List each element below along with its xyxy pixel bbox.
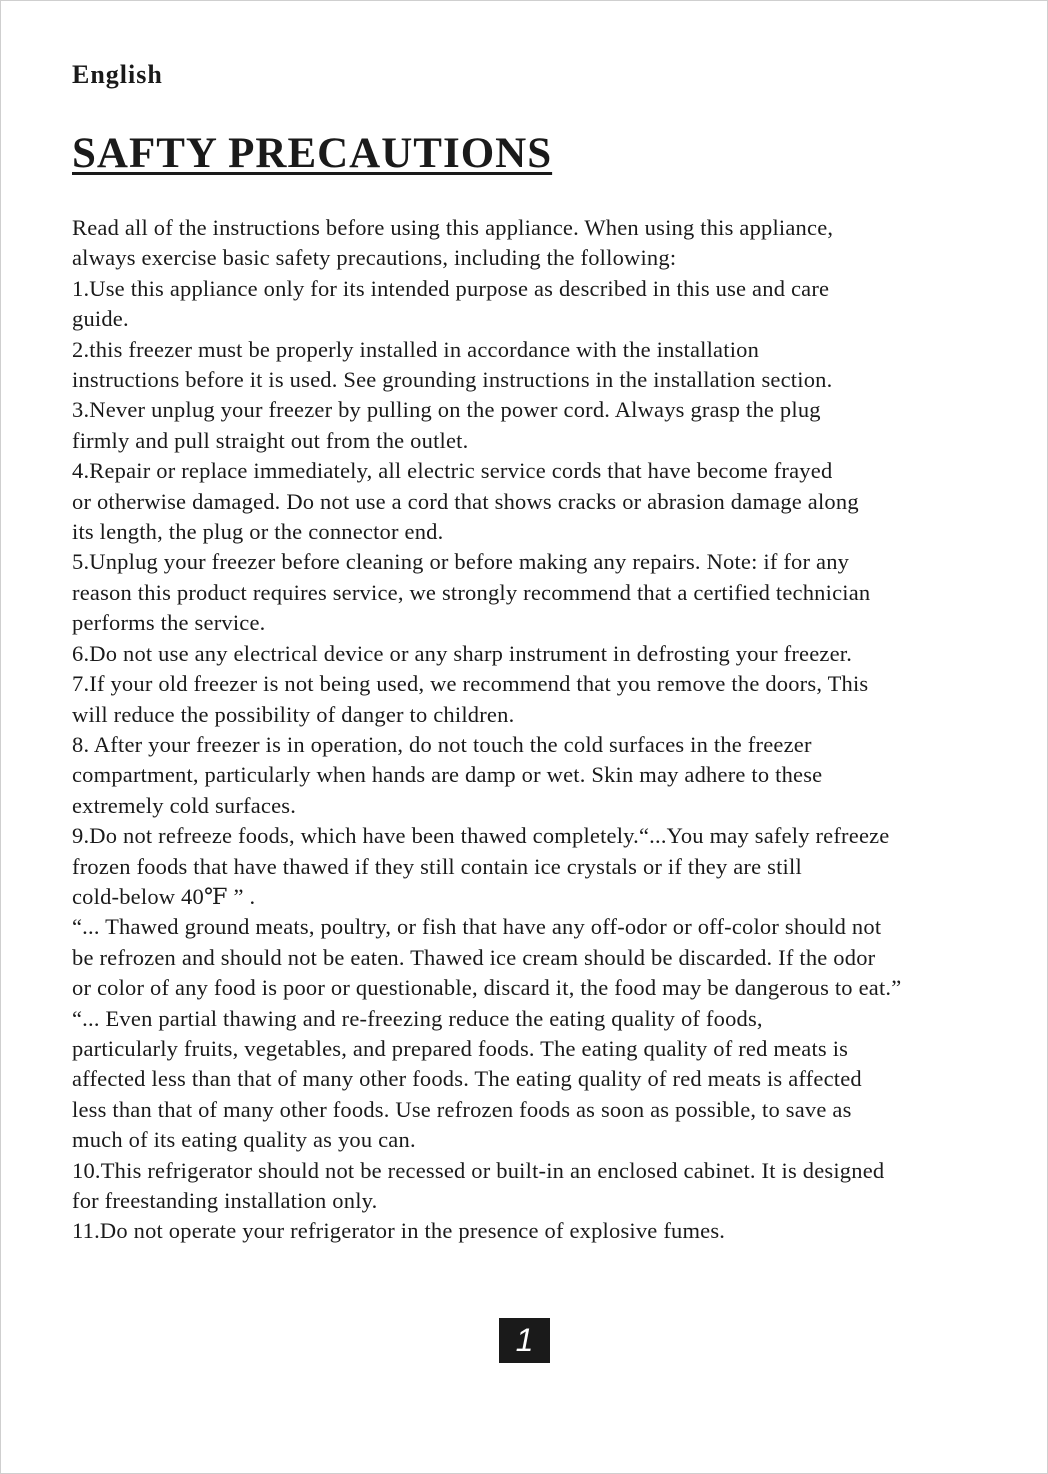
text-line: reason this product requires service, we strongly recommend that a certified technician — [72, 579, 871, 605]
text-line: 2.this freezer must be properly installed in accordance with the installation — [72, 336, 760, 362]
text-line: 5.Unplug your freezer before cleaning or before making any repairs. Note: if for any — [72, 549, 850, 575]
text-line: 9.Do not refreeze foods, which have been thawed completely.“...You may safely refreeze — [72, 823, 890, 849]
text-line: Read all of the instructions before using this appliance. When using this appliance, — [72, 215, 834, 240]
text-line: or color of any food is poor or questionable, discard it, the food may be dangerous to eat.” — [72, 975, 902, 1001]
text-line: 3.Never unplug your freezer by pulling on the power cord. Always grasp the plug — [72, 397, 821, 423]
text-line: 8. After your freezer is in operation, do not touch the cold surfaces in the freezer — [72, 731, 812, 757]
text-line: always exercise basic safety precautions, including the following: — [72, 245, 677, 271]
text-line: guide. — [72, 306, 129, 332]
text-line: instructions before it is used. See grounding instructions in the installation section. — [72, 367, 833, 393]
text-line: particularly fruits, vegetables, and prepared foods. The eating quality of red meats is — [72, 1035, 849, 1061]
text-line: its length, the plug or the connector end. — [72, 519, 444, 545]
text-line: 11.Do not operate your refrigerator in the presence of explosive fumes. — [72, 1218, 726, 1244]
text-line: 1.Use this appliance only for its intended purpose as described in this use and care — [72, 275, 830, 301]
text-line: performs the service. — [72, 610, 266, 636]
text-line: “... Thawed ground meats, poultry, or fish that have any off-odor or off-color should not — [72, 914, 882, 940]
text-line: will reduce the possibility of danger to children. — [72, 701, 515, 727]
text-line: “... Even partial thawing and re-freezing reduce the eating quality of foods, — [72, 1005, 763, 1031]
precautions-body — [72, 213, 992, 1247]
text-line: for freestanding installation only. — [72, 1188, 378, 1213]
text-line: cold-below 40℉ ” . — [72, 883, 256, 909]
text-line: 10.This refrigerator should not be recessed or built-in an enclosed cabinet. It is designed — [72, 1157, 885, 1183]
language-label: English — [72, 60, 163, 89]
text-line: be refrozen and should not be eaten. Thawed ice cream should be discarded. If the odor — [72, 944, 876, 970]
text-line: less than that of many other foods. Use refrozen foods as soon as possible, to save as — [72, 1096, 852, 1122]
text-line: compartment, particularly when hands are damp or wet. Skin may adhere to these — [72, 762, 823, 788]
text-line: 7.If your old freezer is not being used, we recommend that you remove the doors, This — [72, 671, 869, 697]
text-line: 6.Do not use any electrical device or any sharp instrument in defrosting your freezer. — [72, 640, 853, 666]
page-title: SAFTY PRECAUTIONS — [72, 130, 553, 177]
text-line: firmly and pull straight out from the outlet. — [72, 427, 469, 453]
text-line: affected less than that of many other foods. The eating quality of red meats is affected — [72, 1066, 862, 1092]
text-line: or otherwise damaged. Do not use a cord that shows cracks or abrasion damage along — [72, 488, 859, 514]
text-line: 4.Repair or replace immediately, all electric service cords that have become frayed — [72, 458, 833, 484]
text-line: much of its eating quality as you can. — [72, 1127, 416, 1153]
page-number-badge: 1 — [499, 1318, 550, 1363]
text-line: extremely cold surfaces. — [72, 792, 297, 818]
text-line: frozen foods that have thawed if they still contain ice crystals or if they are still — [72, 853, 802, 879]
